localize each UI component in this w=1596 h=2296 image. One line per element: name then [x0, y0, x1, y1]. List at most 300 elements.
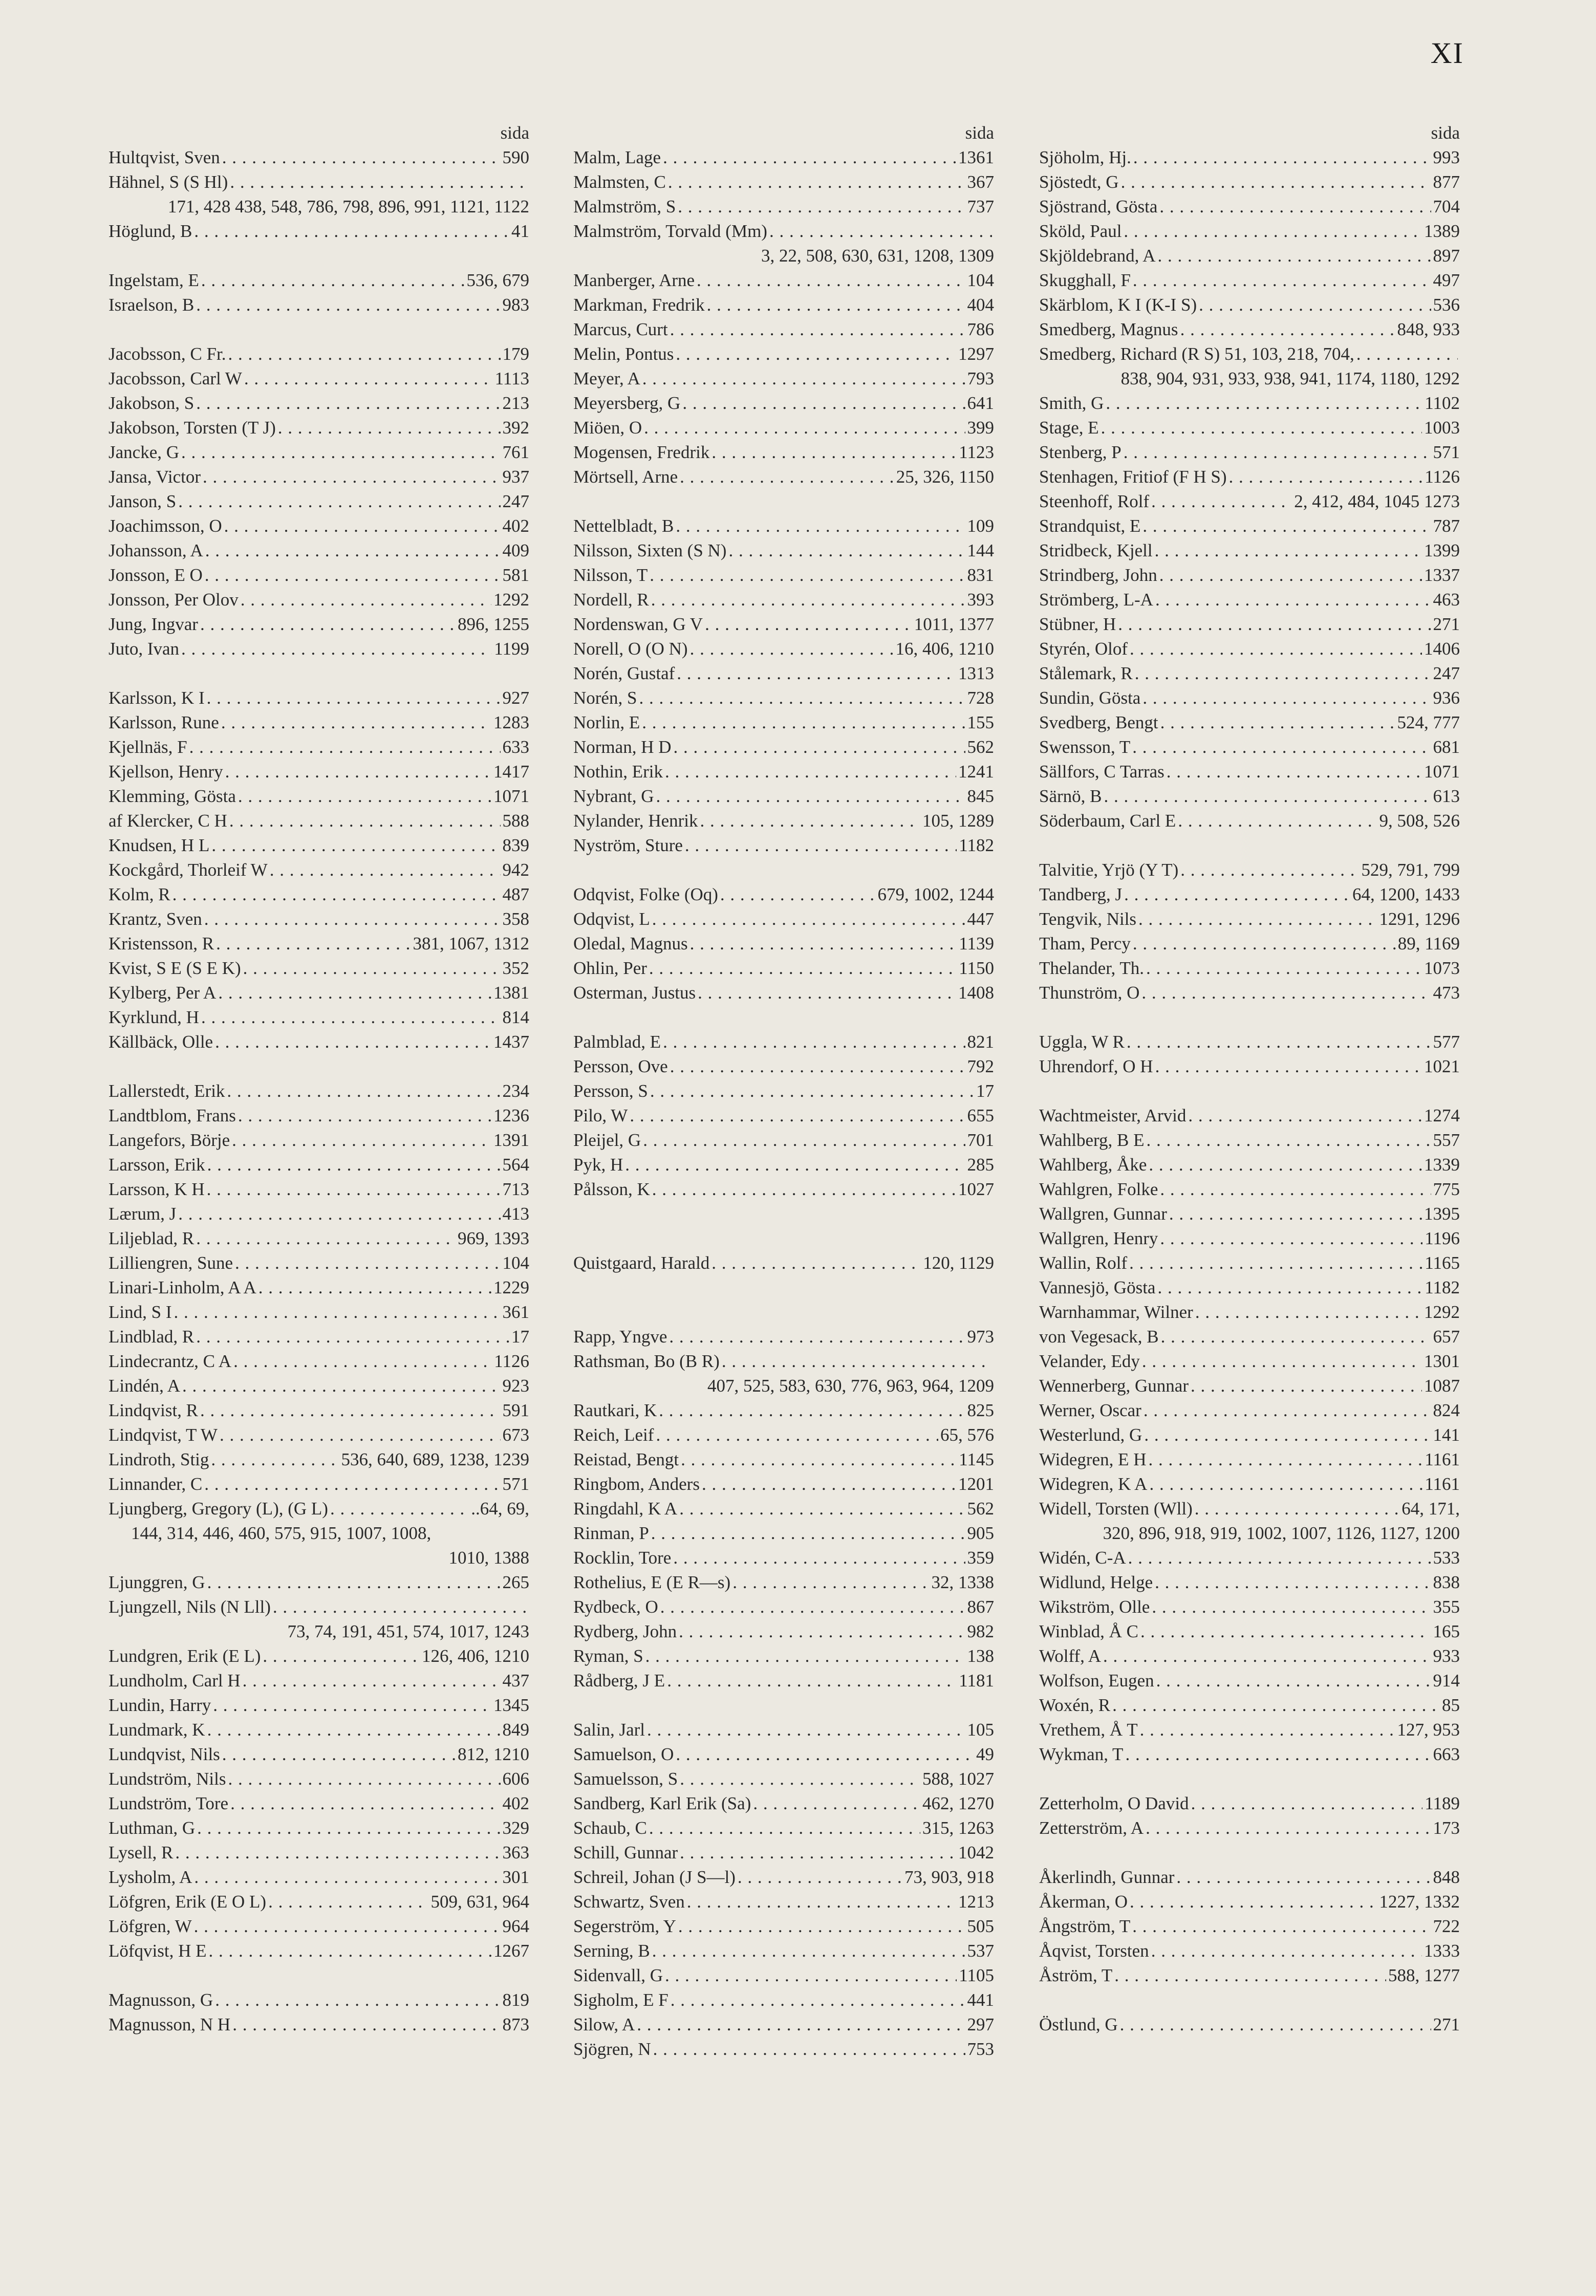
page-references: 1027 [958, 1179, 994, 1199]
dot-leader [698, 981, 956, 1005]
page-references: 786 [967, 319, 994, 339]
dot-leader [1195, 1497, 1400, 1521]
author-name: Strandquist, E [1039, 516, 1141, 536]
author-name: Larsson, Erik [109, 1155, 205, 1175]
dot-leader [670, 1054, 965, 1079]
author-name: Lundholm, Carl H [109, 1671, 241, 1691]
page-references: 1201 [958, 1474, 994, 1494]
author-name: Sjöholm, Hj. [1039, 147, 1131, 167]
page-references: 1126 [494, 1351, 529, 1371]
index-entry [1039, 194, 1460, 219]
index-entry [109, 588, 529, 612]
author-name: Höglund, B [109, 221, 192, 241]
index-entry [573, 440, 994, 465]
page-references: 1241 [958, 762, 994, 782]
author-name: Segerström, Y [573, 1916, 676, 1936]
page-references: 1292 [493, 590, 529, 610]
index-entry [109, 514, 529, 538]
page-references: 361 [502, 1302, 529, 1322]
author-name: Skjöldebrand, A [1039, 246, 1156, 266]
dot-leader [1180, 858, 1359, 882]
dot-leader [667, 1669, 957, 1693]
index-entry [1039, 2012, 1460, 2037]
page-references: 761 [502, 442, 529, 462]
page-references: 704 [1433, 197, 1460, 216]
page-references: 155 [967, 712, 994, 732]
index-entry [1039, 1644, 1460, 1669]
dot-leader [1133, 932, 1396, 956]
author-name: Knudsen, H L [109, 835, 210, 855]
index-entry [109, 1300, 529, 1325]
dot-leader [209, 1939, 491, 1963]
index-entry [1039, 686, 1460, 710]
author-name: Kylberg, Per A [109, 983, 217, 1003]
index-entry [573, 956, 994, 981]
author-name: Smedberg, Richard (R S) 51, 103, 218, 704, [1039, 344, 1354, 364]
author-name: Widell, Torsten (Wll) [1039, 1499, 1193, 1519]
author-name: Lysell, R [109, 1843, 174, 1862]
index-entry [573, 1619, 994, 1644]
dot-leader [194, 1865, 500, 1890]
dot-leader [700, 809, 920, 833]
author-name: Lærum, J [109, 1204, 177, 1224]
page-references-continued: 3, 22, 508, 630, 631, 1208, 1309 [761, 246, 994, 266]
dot-leader [211, 833, 500, 858]
dot-leader [643, 1128, 965, 1153]
author-name: Skärblom, K I (K-I S) [1039, 295, 1197, 315]
author-name: Uhrendorf, O H [1039, 1056, 1153, 1076]
page-references: 127, 953 [1397, 1720, 1460, 1740]
dot-leader [1157, 244, 1431, 268]
letter-group-gap [109, 661, 529, 686]
page-references: 564 [502, 1155, 529, 1175]
index-entry [573, 1398, 994, 1423]
index-entry [573, 1742, 994, 1767]
index-entry [573, 1153, 994, 1177]
page-references: 9, 508, 526 [1379, 811, 1460, 831]
index-entry [573, 588, 994, 612]
index-entry [573, 932, 994, 956]
dot-leader [1229, 465, 1423, 489]
author-name: Norman, H D [573, 737, 672, 757]
dot-leader [1128, 1546, 1431, 1570]
index-entry [1039, 882, 1460, 907]
index-entry [1039, 1570, 1460, 1595]
dot-leader [1160, 710, 1395, 735]
dot-leader [676, 514, 965, 538]
dot-leader [678, 1914, 965, 1939]
dot-leader [182, 1374, 501, 1398]
page-references: 16, 406, 1210 [895, 639, 994, 659]
page-references: 873 [502, 2015, 529, 2034]
index-entry [573, 563, 994, 588]
index-entry [1039, 710, 1460, 735]
index-entry [573, 1251, 994, 1275]
letter-group-gap [1039, 1079, 1460, 1103]
dot-leader [1191, 1374, 1422, 1398]
page-references: 914 [1433, 1671, 1460, 1691]
index-entry [109, 1398, 529, 1423]
index-entry [573, 1669, 994, 1693]
author-name: Sigholm, E F [573, 1990, 668, 2010]
index-entry [1039, 1447, 1460, 1472]
author-name: Norlin, E [573, 712, 640, 732]
dot-leader [682, 391, 965, 416]
author-name: von Vegesack, B [1039, 1327, 1159, 1347]
page-references: 1297 [958, 344, 994, 364]
author-name: Lindblad, R [109, 1327, 195, 1347]
dot-leader [722, 1349, 992, 1374]
dot-leader [1147, 1128, 1431, 1153]
page-references: 1381 [493, 983, 529, 1003]
index-entry [109, 1447, 529, 1472]
page-references: 144 [967, 540, 994, 560]
page-references: 1395 [1424, 1204, 1460, 1224]
page-references: 897 [1433, 246, 1460, 266]
author-name: Löfgren, Erik (E O L) [109, 1892, 267, 1912]
page-references: 1181 [959, 1671, 994, 1691]
dot-leader [1151, 489, 1292, 514]
letter-group-gap [1039, 1988, 1460, 2012]
dot-leader [1188, 1103, 1422, 1128]
dot-leader [732, 1570, 929, 1595]
index-entry [573, 1767, 994, 1791]
index-entry [573, 1128, 994, 1153]
dot-leader [207, 686, 501, 710]
author-name: Stridbeck, Kjell [1039, 540, 1153, 560]
index-entry [573, 882, 994, 907]
index-entry [1039, 1669, 1460, 1693]
dot-leader [220, 1423, 501, 1447]
dot-leader [268, 1890, 428, 1914]
author-name: Wolfson, Eugen [1039, 1671, 1154, 1691]
page-references: 713 [502, 1179, 529, 1199]
author-name: Lilliengren, Sune [109, 1253, 233, 1273]
page-references: 17 [511, 1327, 529, 1347]
page-references: 126, 406, 1210 [422, 1646, 529, 1666]
author-name: Jansa, Victor [109, 467, 201, 487]
index-entry [573, 686, 994, 710]
author-name: Sjögren, N [573, 2039, 651, 2059]
index-entry [109, 1423, 529, 1447]
dot-leader [697, 268, 965, 293]
author-name: Nordenswan, G V [573, 614, 703, 634]
dot-leader [1140, 1619, 1431, 1644]
page-references: 1165 [1425, 1253, 1460, 1273]
index-entry [109, 1914, 529, 1939]
page-references: 1408 [958, 983, 994, 1003]
index-entry [573, 366, 994, 391]
author-name: Steenhoff, Rolf [1039, 491, 1150, 511]
dot-leader [720, 882, 876, 907]
author-name: Ljungzell, Nils (N Lll) [109, 1597, 271, 1617]
letter-group-gap [109, 317, 529, 342]
author-name: Åqvist, Torsten [1039, 1941, 1149, 1961]
author-name: Östlund, G [1039, 2015, 1118, 2034]
author-name: Jonsson, E O [109, 565, 203, 585]
author-name: Odqvist, L [573, 909, 650, 929]
dot-leader [222, 145, 501, 170]
dot-leader [233, 1349, 492, 1374]
dot-leader [669, 1325, 965, 1349]
index-entry [1039, 342, 1460, 366]
index-entry [573, 391, 994, 416]
dot-leader [1146, 1816, 1431, 1840]
index-entry [1039, 416, 1460, 440]
author-name: Swensson, T [1039, 737, 1131, 757]
dot-leader [1104, 784, 1431, 809]
page-references: 399 [967, 418, 994, 438]
dot-leader [652, 1177, 956, 1202]
dot-leader [200, 1398, 500, 1423]
page-references: 722 [1433, 1916, 1460, 1936]
dot-leader [201, 1005, 501, 1030]
page-references: 1339 [1424, 1155, 1460, 1175]
author-name: Wahlberg, B E [1039, 1130, 1145, 1150]
page-references: 577 [1433, 1032, 1460, 1052]
letter-group-gap [573, 489, 994, 514]
author-name: Strömberg, L-A [1039, 590, 1153, 610]
dot-leader [1155, 538, 1422, 563]
page-references: 392 [502, 418, 529, 438]
index-entry [1039, 244, 1460, 268]
dot-leader [678, 194, 965, 219]
dot-leader [178, 489, 500, 514]
dot-leader [1118, 612, 1431, 637]
page-references: 982 [967, 1621, 994, 1641]
dot-leader [215, 1988, 500, 2012]
index-entry [573, 145, 994, 170]
page-references-continued: 144, 314, 446, 460, 575, 915, 1007, 1008, [131, 1523, 432, 1543]
page-references: 89, 1169 [1397, 934, 1460, 954]
dot-leader [1161, 1325, 1431, 1349]
index-entry [1039, 784, 1460, 809]
letter-group-gap [573, 1693, 994, 1718]
index-entry [109, 465, 529, 489]
index-entry [109, 956, 529, 981]
page-references: 849 [502, 1720, 529, 1740]
dot-leader [230, 1791, 500, 1816]
index-entry [573, 1865, 994, 1890]
page-references: 588, 1027 [922, 1769, 994, 1789]
dot-leader [1160, 1226, 1422, 1251]
page-references: 964 [502, 1916, 529, 1936]
page-references: 1301 [1424, 1351, 1460, 1371]
page-references: 877 [1433, 172, 1460, 192]
dot-leader [204, 907, 501, 932]
page-references: 973 [967, 1327, 994, 1347]
author-name: Palmblad, E [573, 1032, 661, 1052]
dot-leader [676, 342, 956, 366]
index-entry [109, 932, 529, 956]
index-entry [573, 465, 994, 489]
index-entry [573, 1718, 994, 1742]
author-name: Malm, Lage [573, 147, 661, 167]
page-references: 571 [1433, 442, 1460, 462]
page-references: 73, 903, 918 [904, 1867, 994, 1887]
author-name: Wikström, Olle [1039, 1597, 1150, 1617]
index-entry [109, 2012, 529, 2037]
dot-leader [1199, 293, 1431, 317]
dot-leader [1151, 1939, 1422, 1963]
index-entry [1039, 1251, 1460, 1275]
author-name: af Klercker, C H [109, 811, 227, 831]
dot-leader [1124, 440, 1431, 465]
page-references: 1283 [493, 712, 529, 732]
page-number: XI [1430, 36, 1464, 70]
index-entry [109, 1472, 529, 1497]
index-entry [1039, 1202, 1460, 1226]
page-references: 524, 777 [1397, 712, 1460, 732]
page-references: 1161 [1425, 1474, 1460, 1494]
dot-leader [1155, 1570, 1431, 1595]
dot-leader [243, 1669, 501, 1693]
author-name: Lundmark, K [109, 1720, 205, 1740]
page-references: 824 [1433, 1400, 1460, 1420]
dot-leader [1191, 1791, 1423, 1816]
index-entry [109, 391, 529, 416]
dot-leader [1149, 1153, 1422, 1177]
index-entry [109, 1595, 529, 1619]
dot-leader [1157, 1275, 1422, 1300]
dot-leader [1133, 145, 1431, 170]
index-entry [1039, 563, 1460, 588]
dot-leader [225, 760, 491, 784]
dot-leader [213, 1693, 491, 1718]
dot-leader [243, 956, 501, 981]
dot-leader [189, 735, 501, 760]
index-entry [573, 268, 994, 293]
author-name: Rapp, Yngve [573, 1327, 667, 1347]
author-name: Svedberg, Bengt [1039, 712, 1158, 732]
index-entry [1039, 1177, 1460, 1202]
page-references: 839 [502, 835, 529, 855]
page-references: 247 [502, 491, 529, 511]
author-name: Kjellson, Henry [109, 762, 223, 782]
page-references: 1139 [959, 934, 994, 954]
dot-leader [1146, 956, 1422, 981]
page-references: 367 [967, 172, 994, 192]
page-references: 562 [967, 737, 994, 757]
author-name: Jancke, G [109, 442, 180, 462]
index-entry [109, 145, 529, 170]
page-references: 173 [1433, 1818, 1460, 1838]
dot-leader [1149, 1447, 1423, 1472]
page-references: 993 [1433, 147, 1460, 167]
author-name: Thunström, O [1039, 983, 1140, 1003]
page-references: 792 [967, 1056, 994, 1076]
dot-leader [656, 1423, 938, 1447]
dot-leader [663, 145, 956, 170]
author-name: Nylander, Henrik [573, 811, 698, 831]
page-references: ..64, 69, [471, 1499, 529, 1519]
page-references: 588, 1277 [1388, 1965, 1460, 1985]
page-references: 663 [1433, 1744, 1460, 1764]
index-entry [109, 981, 529, 1005]
page-references: 1361 [958, 147, 994, 167]
dot-leader [677, 661, 956, 686]
author-name: Jacobsson, Carl W [109, 369, 242, 388]
dot-leader [1124, 219, 1422, 244]
author-name: Nilsson, Sixten (S N) [573, 540, 727, 560]
dot-leader [1144, 1423, 1431, 1447]
page-references: 936 [1433, 688, 1460, 708]
index-entry [1039, 956, 1460, 981]
page-references: 737 [967, 197, 994, 216]
author-name: Klemming, Gösta [109, 786, 236, 806]
author-name: Hultqvist, Sven [109, 147, 220, 167]
dot-leader [665, 760, 956, 784]
page-references: 831 [967, 565, 994, 585]
dot-leader [705, 612, 912, 637]
letter-group-gap [573, 1275, 994, 1300]
index-entry [109, 710, 529, 735]
index-entry [1039, 145, 1460, 170]
page-references: 633 [502, 737, 529, 757]
page-references: 393 [967, 590, 994, 610]
page-references: 1229 [493, 1277, 529, 1297]
index-entry [1039, 1103, 1460, 1128]
author-name: Karlsson, K I [109, 688, 205, 708]
page-references: 1196 [1425, 1228, 1460, 1248]
page-references: 1227, 1332 [1379, 1892, 1460, 1912]
page-references: 381, 1067, 1312 [413, 934, 529, 954]
author-name: Jonsson, Per Olov [109, 590, 239, 610]
author-name: Jung, Ingvar [109, 614, 198, 634]
dot-leader [222, 1742, 456, 1767]
author-name: Nyström, Sture [573, 835, 683, 855]
index-entry [573, 710, 994, 735]
dot-leader [1159, 194, 1431, 219]
index-entry [1039, 760, 1460, 784]
page-references: 165 [1433, 1621, 1460, 1641]
dot-leader [207, 1177, 501, 1202]
author-name: Johansson, A [109, 540, 203, 560]
index-entry [573, 1030, 994, 1054]
dot-leader [1130, 1890, 1377, 1914]
index-entry [1039, 1693, 1460, 1718]
dot-leader [1103, 1644, 1431, 1669]
index-entry [1039, 1963, 1460, 1988]
dot-leader [645, 1644, 965, 1669]
dot-leader [1130, 637, 1422, 661]
page-references: 404 [967, 295, 994, 315]
author-name: Malmström, S [573, 197, 676, 216]
dot-leader [241, 588, 491, 612]
page-references: 969, 1393 [458, 1228, 529, 1248]
author-name: Zetterström, A [1039, 1818, 1144, 1838]
index-entry [109, 1767, 529, 1791]
dot-leader [1176, 1865, 1431, 1890]
dot-leader [649, 956, 957, 981]
author-name: Sundin, Gösta [1039, 688, 1141, 708]
page-references: 2, 412, 484, 1045 1273 [1294, 491, 1460, 511]
page-references-continued: 73, 74, 191, 451, 574, 1017, 1243 [287, 1621, 529, 1641]
index-entry [109, 1840, 529, 1865]
page-references: 402 [502, 516, 529, 536]
page-references: 17 [976, 1081, 994, 1101]
dot-leader [642, 366, 965, 391]
index-entry [573, 1079, 994, 1103]
index-entry [573, 1054, 994, 1079]
index-entry [1039, 661, 1460, 686]
author-name: Manberger, Arne [573, 270, 695, 290]
index-entry [109, 1644, 529, 1669]
author-name: Lysholm, A [109, 1867, 192, 1887]
column-header: sida [965, 123, 994, 143]
page-references: 271 [1433, 614, 1460, 634]
index-entry [109, 1497, 529, 1521]
